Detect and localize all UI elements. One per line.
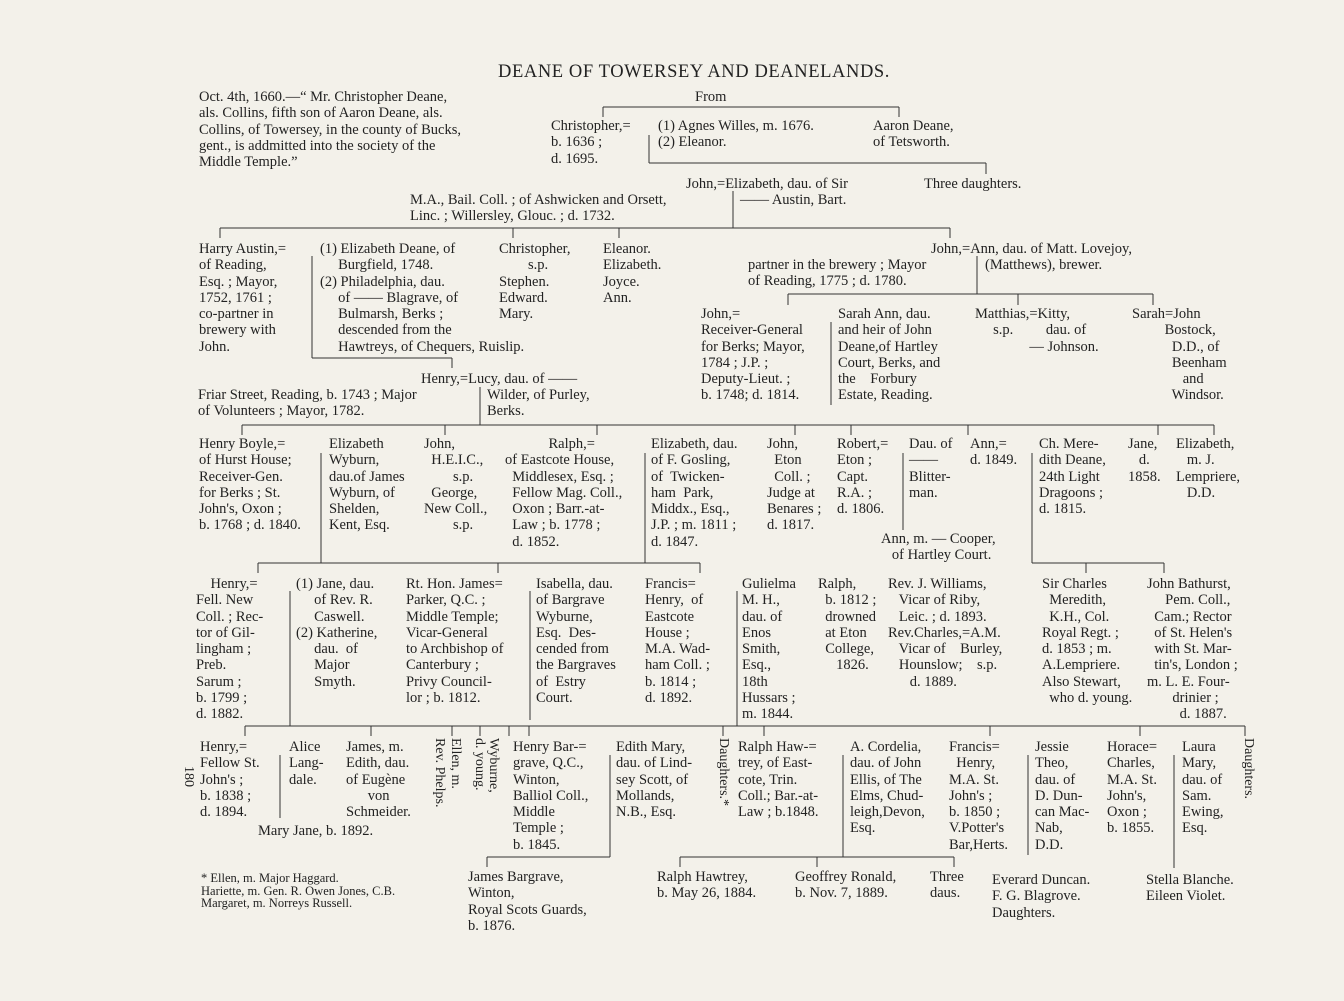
person-ralph-hawtrey: Ralph Haw-= trey, of East- cote, Trin. Coll.; Bar.-at- Law ; b.1848. xyxy=(738,739,819,821)
rotated-rev-phelps: Rev. Phelps. xyxy=(432,738,447,808)
admission-note: Oct. 4th, 1660.—“ Mr. Christopher Deane, als. Collins, fifth son of Aaron Deane, als. Collins, of Towersey, in the county of Bucks, gent., is addmitted into the society of the Middle Temple.” xyxy=(199,89,461,171)
rotated-daughters-asterisk: Daughters.* xyxy=(716,738,731,807)
person-james-schmeider: James, m. Edith, dau. of Eugène von Schmeider. xyxy=(346,739,411,821)
person-francis-1814: Francis= Henry, of Eastcote House ; M.A. Wad- ham Coll. ; b. 1814 ; d. 1892. xyxy=(645,576,711,707)
person-aaron-deane: Aaron Deane, of Tetsworth. xyxy=(873,118,954,151)
person-henry-1838: Henry,= Fellow St. John's ; b. 1838 ; d. 1894. xyxy=(200,739,260,821)
person-henry-boyle: Henry Boyle,= of Hurst House; Receiver-Gen. for Berks ; St. John's, Oxon ; b. 1768 ; d. 1840. xyxy=(199,436,301,534)
person-gulielma: Gulielma M. H., dau. of Enos Smith, Esq., 18th Hussars ; m. 1844. xyxy=(742,576,796,723)
person-sarah-ann: Sarah Ann, dau. and heir of John Deane,of Hartley Court, Berks, and the Forbury Estate, Reading. xyxy=(838,306,941,404)
person-john-eton: John, Eton Coll. ; Judge at Benares ; d. 1817. xyxy=(767,436,822,534)
person-rt-hon-james: Rt. Hon. James= Parker, Q.C. ; Middle Temple; Vicar-General to Archbishop of Canterbury ; Privy Council- lor ; b. 1812. xyxy=(406,576,504,707)
person-john-bathurst: John Bathurst, Pem. Coll., Cam.; Rector of St. Helen's with St. Mar- tin's, London ; m. L. E. Four- drinier ; d. 1887. xyxy=(1147,576,1238,723)
person-elizabeth-lempriere: Elizabeth, m. J. Lempriere, D.D. xyxy=(1176,436,1241,501)
from-label: From xyxy=(695,89,727,105)
person-geoffrey-ronald: Geoffrey Ronald, b. Nov. 7, 1889. xyxy=(795,869,897,902)
lucy-details: Wilder, of Purley, Berks. xyxy=(487,387,590,420)
person-sarah-john-bostock: Sarah=John Bostock, D.D., of Beenham and Windsor. xyxy=(1132,306,1227,404)
rotated-ellen: Ellen, m. xyxy=(448,738,463,789)
person-ann-1849: Ann,= d. 1849. xyxy=(970,436,1018,469)
person-cordelia: A. Cordelia, dau. of John Ellis, of The Elms, Chud- leigh,Devon, Esq. xyxy=(850,739,925,837)
person-matthias: Matthias,=Kitty, s.p. dau. of — Johnson. xyxy=(975,306,1099,355)
person-james-bargrave: James Bargrave, Winton, Royal Scots Guards, b. 1876. xyxy=(468,869,587,934)
person-ann-cooper: Ann, m. — Cooper, of Hartley Court. xyxy=(881,531,996,564)
rotated-daughters: Daughters. xyxy=(1241,738,1256,800)
person-rev-williams: Rev. J. Williams, Vicar of Riby, Leic. ; d. 1893. Rev.Charles,=A.M. Vicar of Burley, Hounslow; s.p. d. 1889. xyxy=(888,576,1003,690)
person-christopher-sp: Christopher, s.p. Stephen. Edward. Mary. xyxy=(499,241,571,323)
person-edith-mary: Edith Mary, dau. of Lind- sey Scott, of Mollands, N.B., Esq. xyxy=(616,739,693,821)
john-1-details: M.A., Bail. Coll. ; of Ashwicken and Orsett, Linc. ; Willersley, Glouc. ; d. 1732. xyxy=(410,192,667,225)
person-laura-mary: Laura Mary, dau. of Sam. Ewing, Esq. xyxy=(1182,739,1224,837)
person-robert-eton: Robert,= Eton ; Capt. R.A. ; d. 1806. xyxy=(837,436,889,518)
page-title: DEANE OF TOWERSEY AND DEANELANDS. xyxy=(498,62,891,82)
person-mary-jane: Mary Jane, b. 1892. xyxy=(258,823,374,839)
person-harry-austin: Harry Austin,= of Reading, Esq. ; Mayor, 1752, 1761 ; co-partner in brewery with John. xyxy=(199,241,287,355)
person-ralph-1812: Ralph, b. 1812 ; drowned at Eton College, 1826. xyxy=(818,576,877,674)
person-jessie-theo: Jessie Theo, dau. of D. Dun- can Mac- Nab, D.D. xyxy=(1035,739,1090,853)
person-john-1: John,=Elizabeth, dau. of Sir xyxy=(686,176,849,192)
eleanor-group: Eleanor. Elizabeth. Joyce. Ann. xyxy=(603,241,662,306)
christopher-wives: (1) Agnes Willes, m. 1676. (2) Eleanor. xyxy=(658,118,814,151)
person-everard-duncan: Everard Duncan. F. G. Blagrove. Daughters. xyxy=(992,872,1091,921)
john-2-details: partner in the brewery ; Mayor of Reading, 1775 ; d. 1780. xyxy=(748,257,927,290)
john-2-wife: (Matthews), brewer. xyxy=(985,257,1103,273)
person-ralph-hawtrey-1884: Ralph Hawtrey, b. May 26, 1884. xyxy=(657,869,757,902)
person-ralph-eastcote: Ralph,= of Eastcote House, Middlesex, Esq. ; Fellow Mag. Coll., Oxon ; Barr.-at- Law ; b. 1778 ; d. 1852. xyxy=(505,436,623,550)
person-dau-blitterman: Dau. of —— Blitter- man. xyxy=(909,436,953,501)
person-jane-1858: Jane, d. 1858. xyxy=(1128,436,1161,485)
person-henry-1799: Henry,= Fell. New Coll. ; Rec- tor of Gil- lingham ; Preb. Sarum ; b. 1799 ; d. 1882. xyxy=(196,576,264,723)
henry-1799-wives: (1) Jane, dau. of Rev. R. Caswell. (2) Katherine, dau. of Major Smyth. xyxy=(296,576,378,690)
footnote: * Ellen, m. Major Haggard. Hariette, m. Gen. R. Owen Jones, C.B. Margaret, m. Norreys Russell. xyxy=(201,871,396,910)
rotated-d-young: d. young. xyxy=(472,738,487,791)
page-number: 180 xyxy=(181,766,196,787)
person-john-2: John,=Ann, dau. of Matt. Lovejoy, xyxy=(931,241,1132,257)
person-elizabeth-wyburn: Elizabeth Wyburn, dau.of James Wyburn, of Shelden, Kent, Esq. xyxy=(329,436,405,534)
rotated-wyburne: Wyburne, xyxy=(486,738,501,793)
person-elizabeth-gosling: Elizabeth, dau. of F. Gosling, of Twicken- ham Park, Middx., Esq., J.P. ; m. 1811 ; d. 1847. xyxy=(651,436,738,550)
john-1-wife: —— Austin, Bart. xyxy=(740,192,847,208)
three-daus: Three daus. xyxy=(930,869,964,902)
person-christopher-1636: Christopher,= b. 1636 ; d. 1695. xyxy=(551,118,631,167)
person-henry-lucy: Henry,=Lucy, dau. of —— xyxy=(421,371,578,387)
person-sir-charles: Sir Charles Meredith, K.H., Col. Royal Regt. ; d. 1853 ; m. A.Lempriere. Also Stewart, who d. young. xyxy=(1042,576,1133,707)
person-ch-meredith: Ch. Mere- dith Deane, 24th Light Dragoons ; d. 1815. xyxy=(1039,436,1106,518)
harry-austin-wives: (1) Elizabeth Deane, of Burgfield, 1748. (2) Philadelphia, dau. of —— Blagrave, of Bulmarsh, Berks ; descended from the Hawtreys, of Chequers, Ruislip. xyxy=(320,241,525,355)
henry-details: Friar Street, Reading, b. 1743 ; Major of Volunteers ; Mayor, 1782. xyxy=(198,387,417,420)
person-henry-bargrave: Henry Bar-= grave, Q.C., Winton, Balliol Coll., Middle Temple ; b. 1845. xyxy=(513,739,589,853)
person-horace: Horace= Charles, M.A. St. John's, Oxon ; b. 1855. xyxy=(1107,739,1158,837)
person-alice-langdale: Alice Lang- dale. xyxy=(289,739,324,788)
three-daughters: Three daughters. xyxy=(924,176,1022,192)
person-john-3: John,= Receiver-General for Berks; Mayor, 1784 ; J.P. ; Deputy-Lieut. ; b. 1748; d. 1814. xyxy=(701,306,805,404)
person-stella-blanche: Stella Blanche. Eileen Violet. xyxy=(1146,872,1234,905)
person-isabella: Isabella, dau. of Bargrave Wyburne, Esq. Des- cended from the Bargraves of Estry Court. xyxy=(536,576,616,707)
person-john-heic: John, H.E.I.C., s.p. George, New Coll., s.p. xyxy=(424,436,488,534)
person-francis-1850: Francis= Henry, M.A. St. John's ; b. 1850 ; V.Potter's Bar,Herts. xyxy=(949,739,1009,853)
